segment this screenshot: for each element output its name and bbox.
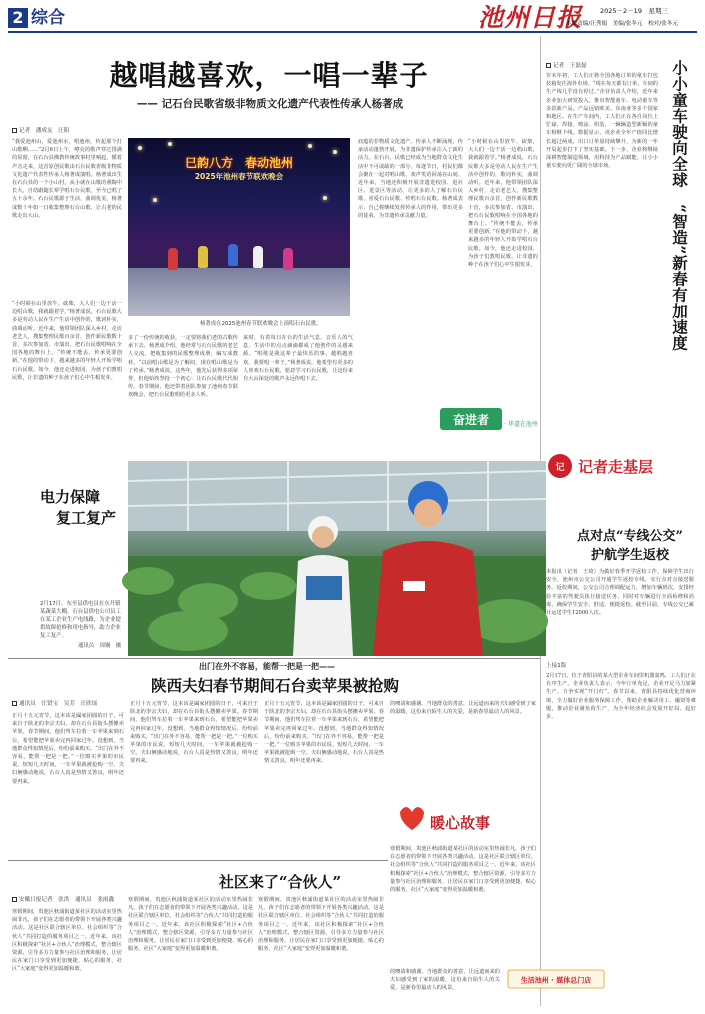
community-byline: 安徽日报记者 张洪 通讯员 张雨鑫	[12, 896, 162, 904]
article-body-col4: 来时，有着每日在台的生活气息，音乐人的气息。生活中的点点滴滴都成了他创作的灵感来源。“唱歌是我这辈子最快乐的事，越唱越喜欢，我要唱一辈子。”杨著成说，他希望有更多的人喜欢石台民歌，愿意学习石台民歌，让这份来自大山深处的歌声永远传唱下去。	[243, 335, 353, 383]
svg-text:生活池州 · 媒体总门店: 生活池州 · 媒体总门店	[520, 976, 592, 985]
right-news-byline: 上接1版	[546, 663, 567, 669]
column-logo-icon	[440, 404, 538, 434]
byline-box-icon	[12, 701, 17, 706]
svg-text:记: 记	[555, 463, 565, 473]
article-headline: 越唱越喜欢，一唱一辈子	[109, 59, 429, 92]
stage-banner-subtitle: 2025年池州春节联欢晚会	[194, 172, 284, 181]
article-body-col1b: “小时候在山里放牛、砍柴，大人们一边干活一边唱山歌，我就跟着学。”杨著成说，石台民歌大多是劳动人民在生产生活中创作的，歌词朴实，曲调动听。近年来，他带领团队深入乡村，走访老艺人，搜集整理民歌百余首，创作新民歌数十首，多次参加省、市演出，把石台民歌唱响在全国各地的舞台上。“传统不能丢，传承更要创新。”在他的带动下，越来越多的年轻人开始学唱石台民歌。如今，他还走进校园，为孩子们教唱民歌，让非遗的种子在孩子们心中生根发芽。	[12, 301, 122, 381]
couple-headline: 陕西夫妇春节期间石台卖苹果被抢购	[150, 676, 399, 695]
stage-floor	[128, 268, 350, 316]
service-headline-line1: 点对点“专线公交”	[577, 529, 683, 544]
service-headline-line2: 护航学生返校	[590, 548, 669, 563]
couple-body-col4: 的噢请和感谢。当地群众的善意，让远道而来的夫妇感受到了家的温暖，这份来自陌生人的关爱，是新春里最动人的风景。	[390, 701, 536, 716]
svg-text:奋进者: 奋进者	[452, 413, 490, 427]
byline-box-icon	[12, 897, 17, 902]
column-divider	[540, 656, 541, 1006]
section-divider	[8, 658, 540, 659]
couple-byline: 通讯员 汪贤宝 吴芳 汪欣瑶	[12, 700, 122, 708]
couple-body-col2: 正月十五元宵节，这本该是阖家团圆的日子，可来自于陕北的李宗夫妇，却在石台县街头摆摊卖苹果。春节期间，他们驾车拉着一车苹果来到石台，希望能把苹果卖完再回家过年。没想到，当地群众得知情况后，纷纷前来购买。“出门在外不容易，能帮一把是一把。”一位购买苹果的市民说。短短几天时间，一车苹果就被抢购一空。夫妇俩感动地说，石台人真是热情又善良，明年还要再来。	[130, 701, 258, 765]
section-name: 综合	[31, 8, 65, 28]
column-logo	[440, 404, 538, 434]
warm-story-logo	[390, 800, 491, 842]
warm-story-body: 寒假期间，贵池区秋浦街道某社区的活动室里热闹非凡，孩子们在志愿者的带领下开展各类兴趣活动。这是社区联合辖区单位、社会组织等“合伙人”共同打造的服务项目之一。近年来，该社区积极探索“社区+合伙人”治理模式，整合辖区资源，引导多方力量参与社区治理和服务，让居民在家门口享受到更加便捷、贴心的服务，社区“大家庭”变得更加温暖和谐。	[390, 846, 536, 894]
footer-logo	[508, 970, 604, 988]
community-body-col2: 寒假期间，贵池区秋浦街道某社区的活动室里热闹非凡，孩子们在志愿者的带领下开展各类兴趣活动。这是社区联合辖区单位、社会组织等“合伙人”共同打造的服务项目之一。近年来，该社区积极探索“社区+合伙人”治理模式，整合辖区资源，引导多方力量参与社区治理和服务，让居民在家门口享受到更加便捷、贴心的服务，社区“大家庭”变得更加温暖和谐。	[128, 897, 253, 953]
power-photo-credit: 通讯员 周娴 摄	[78, 643, 122, 649]
svg-text:· 华道在池州: · 华道在池州	[504, 421, 538, 428]
header-rule	[8, 31, 697, 33]
article-body-col1: “我爱池州山，爱池州水，唱池州，传起那个打山歌啊……”2月6日上午，嘹亮的歌声穿过排满的屋窗，在石台县佛教传统故事村里响起。循着声音走来，这首原创民歌由石台民歌省级非物质文化遗产代表性传承人杨著成演唱。杨著成出生在石台县的一个小山村，从小就在山歌的熏陶中长大，自幼跟随长辈学唱石台民歌，至今已唱了五十余年。石台民歌源于生活，曲调优美，杨著成数十年如一日收集整理石台山歌，让古老的民歌走出大山。	[12, 139, 122, 219]
power-caption: 2月17日，东至县供电员在东升镇某蔬菜大棚，石台县供电公司员工在某工企业生产电线路，为企业提供故障抢修和用电指导，助力企业复工复产。	[40, 601, 121, 639]
article-body-col3: 多了一份传统的收获，一定要将我们老的古歌传承下去。杨著成介绍，他经常与石台民歌的老艺人交流，把收集到的民歌整理成册，编写成教材。“以前唱山歌是为了解闷，现在唱山歌是为了传承。”杨著成说。这些年，他先后获得多项荣誉，但他始终坚持一个初心：让石台民歌代代相传。春节期间，他还带着团队参加了池州春节联欢晚会，把石台民歌唱给更多人听。	[128, 335, 238, 399]
newspaper-logo: 池州日报	[478, 3, 583, 32]
couple-kicker: 出门在外不容易，能帮一把是一把——	[199, 662, 335, 671]
power-photo	[128, 461, 546, 656]
reporter-logo	[546, 450, 676, 482]
warm-story-logo-icon	[390, 800, 491, 842]
power-headline-line2: 复工复产	[56, 509, 117, 527]
stage-photo	[128, 138, 350, 316]
sidebar-headline: 小小童车驶向全球 “智造”新春有加速度	[670, 60, 689, 351]
couple-body-col1: 正月十五元宵节，这本该是阖家团圆的日子，可来自于陕北的李宗夫妇，却在石台县街头摆摊卖苹果。春节期间，他们驾车拉着一车苹果来到石台，希望能把苹果卖完再回家过年。没想到，当地群众得知情况后，纷纷前来购买。“出门在外不容易，能帮一把是一把。”一位购买苹果的市民说。短短几天时间，一车苹果就被抢购一空。夫妇俩感动地说，石台人真是热情又善良，明年还要再来。	[12, 713, 124, 785]
photo-caption: 杨著成在2025池州春节联欢晚会上演唱石台民歌。	[200, 321, 322, 327]
page-number: 2	[8, 8, 28, 28]
editor-credits: 本版责编/汪秀娟 美编/张冬元 校对/张冬元	[566, 21, 678, 27]
community-body-col3: 寒假期间，贵池区秋浦街道某社区的活动室里热闹非凡，孩子们在志愿者的带领下开展各类兴趣活动。这是社区联合辖区单位、社会组织等“合伙人”共同打造的服务项目之一。近年来，该社区积极探索“社区+合伙人”治理模式，整合辖区资源，引导多方力量参与社区治理和服务，让居民在家门口享受到更加便捷、贴心的服务，社区“大家庭”变得更加温暖和谐。	[258, 897, 384, 953]
svg-text:暖心故事: 暖心故事	[430, 814, 491, 832]
svg-text:记者走基层: 记者走基层	[578, 458, 654, 476]
article-body-col6: “小时候在山里放牛、砍柴，大人们一边干活一边唱山歌，我就跟着学。”杨著成说，石台民歌大多是劳动人民在生产生活中创作的，歌词朴实，曲调动听。近年来，他带领团队深入乡村，走访老艺人，搜集整理民歌百余首，创作新民歌数十首，多次参加省、市演出，把石台民歌唱响在全国各地的舞台上。“传统不能丢，传承更要创新。”在他的带动下，越来越多的年轻人开始学唱石台民歌。如今，他还走进校园，为孩子们教唱民歌，让非遗的种子在孩子们心中生根发芽。	[468, 139, 538, 269]
stage-banner-title: 巳韵八方 春动池州	[184, 156, 293, 170]
article-subheadline: —— 记石台民歌省级非物质文化遗产代表性传承人杨著成	[136, 98, 404, 110]
section-divider	[8, 860, 388, 861]
couple-body-col3: 正月十五元宵节，这本该是阖家团圆的日子，可来自于陕北的李宗夫妇，却在石台县街头摆摊卖苹果。春节期间，他们驾车拉着一车苹果来到石台，希望能把苹果卖完再回家过年。没想到，当地群众得知情况后，纷纷前来购买。“出门在外不容易，能帮一把是一把。”一位购买苹果的市民说。短短几天时间，一车苹果就被抢购一空。夫妇俩感动地说，石台人真是热情又善良，明年还要再来。	[264, 701, 384, 765]
community-body-col1: 寒假期间，贵池区秋浦街道某社区的活动室里热闹非凡，孩子们在志愿者的带领下开展各类兴趣活动。这是社区联合辖区单位、社会组织等“合伙人”共同打造的服务项目之一。近年来，该社区积极探索“社区+合伙人”治理模式，整合辖区资源，引导多方力量参与社区治理和服务，让居民在家门口享受到更加便捷、贴心的服务，社区“大家庭”变得更加温暖和谐。	[12, 909, 122, 973]
power-photo-scene	[128, 461, 546, 656]
issue-date: 2025－2－19 星期三	[600, 7, 668, 15]
footer-logo-icon	[508, 970, 604, 988]
power-headline-line1: 电力保障	[40, 488, 101, 506]
article-body-col5: 底蕴的非物质文化遗产。传承人不断涌现，传承活动蓬勃开展，为非遗保护传承注入了新的活力。在石台，民歌已经成为当地群众文化生活中不可或缺的一部分。每逢节日，村民们都会聚在一起对唱山歌，欢声笑语回荡在山间。近年来，当地还积极开展非遗进校园、进社区、进景区等活动，让更多的人了解石台民歌、喜爱石台民歌、传唱石台民歌。杨著成表示，自己将继续发挥传承人的作用，带出更多的徒弟，为非遗传承贡献力量。	[358, 139, 463, 219]
article-byline: 记者 潘成友 汪阳	[12, 127, 122, 135]
sidebar-body: 岁末年初，工人们正将全国各地订单的童车打包装箱发往海外市场。“现在每天都有订单，车间的生产线几乎没有停过。”企业负责人介绍，近年来企业加大研发投入，推出智能童车、电动童车等多款新产品，产品远销欧美、东南亚等多个国家和地区。在生产车间内，工人们正在各自岗位上忙碌，焊接、喷涂、组装，一辆辆造型新颖的童车相继下线。数据显示，该企业全年产值同比增长超过两成，出口订单量持续攀升，为新的一年开局起步打下了坚实基础。下一步，企业将继续深耕智能制造领域，用科技为产品赋能，让小小童车驶向更广阔的全球市场。	[546, 73, 658, 170]
reporter-logo-icon	[546, 450, 676, 482]
byline-box-icon	[546, 63, 551, 68]
right-news-body: 2月17日，位于青阳县的某大型企业车间里机器轰鸣，工人们正在有序生产。企业负责人表示，今年订单充足，企业开足马力加紧生产，力争实现“开门红”。春节以来，青阳县持续优化营商环境，全力做好企业服务保障工作，帮助企业解决用工、融资等难题，推动企业满负荷生产，为全年经济社会发展开好局、起好步。	[546, 673, 696, 721]
community-headline: 社区来了“合伙人”	[218, 873, 342, 891]
service-body: 本报讯（记者 王琦）为做好春季开学返校工作，保障学生出行安全，池州市公交公司开通学生返校专线，实行点对点接送服务。返校期间，公交公司合理调配运力，增加车辆班次，安排经验丰富的驾驶员执行接送任务，同时对车辆进行全面检修和消毒，确保学生安全、舒适、便捷返校。截至目前，专线公交已累计运送学生12000人次。	[546, 569, 694, 617]
right-news-body-b: 的噢请和感谢。当地群众的善意，让远道而来的夫妇感受到了家的温暖，这份来自陌生人的关爱，是新春里最动人的风景。	[390, 969, 500, 992]
sidebar-byline: 记者 王磊磊	[546, 62, 656, 70]
byline-box-icon	[12, 128, 17, 133]
